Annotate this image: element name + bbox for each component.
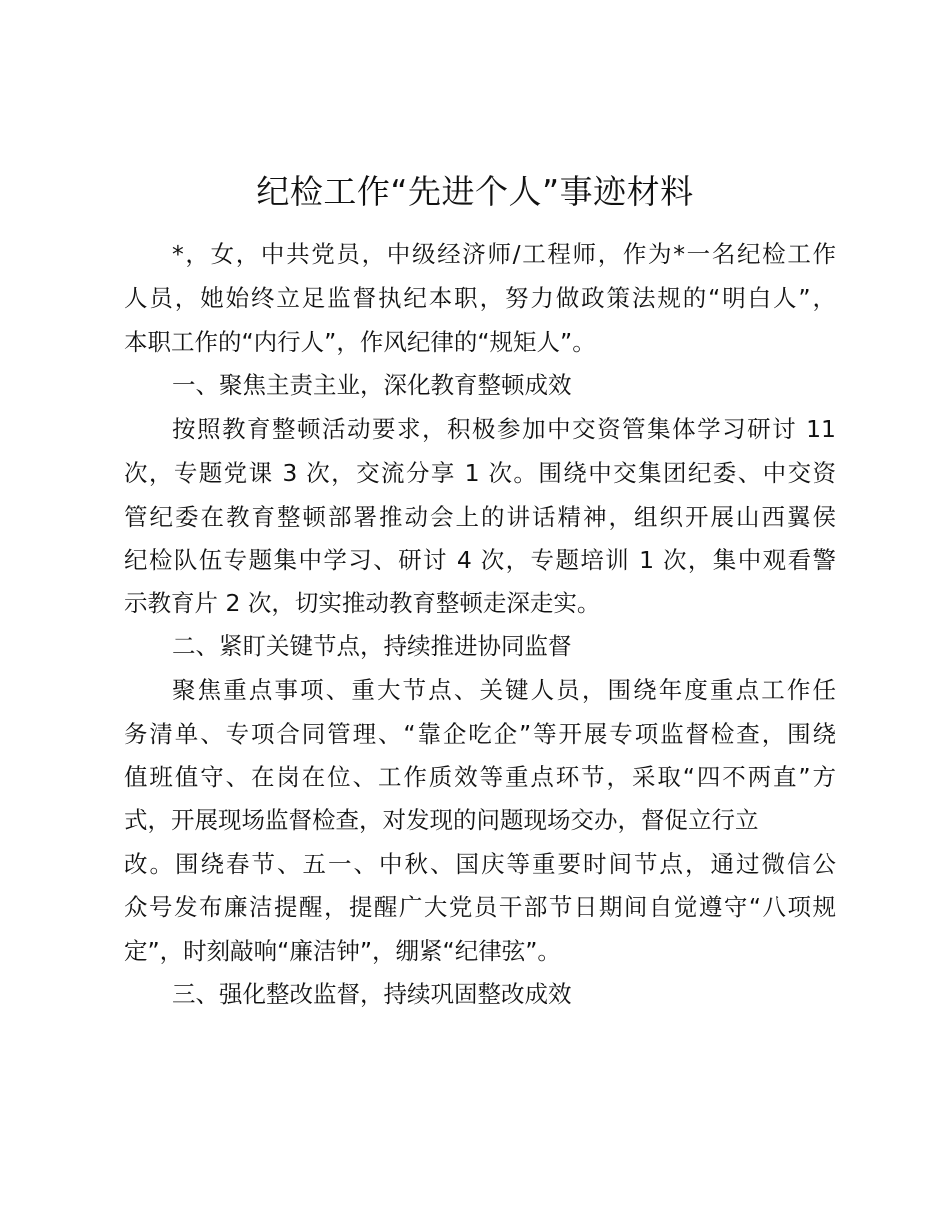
section-1-line-4: 纪检队伍专题集中学习、研讨 4 次，专题培训 1 次，集中观看警: [124, 546, 836, 574]
section-2-line-7: 定”，时刻敲响“廉洁钟”，绷紧“纪律弦”。: [124, 937, 561, 965]
section-1-line-1: 按照教育整顿活动要求，积极参加中交资管集体学习研讨 11: [172, 415, 836, 443]
section-1-line-3: 管纪委在教育整顿部署推动会上的讲话精神，组织开展山西翼侯: [124, 503, 836, 531]
section-1-line-2: 次，专题党课 3 次，交流分享 1 次。围绕中交集团纪委、中交资: [124, 459, 836, 487]
section-2-line-2: 务清单、专项合同管理、“靠企吃企”等开展专项监督检查，围绕: [124, 720, 836, 748]
section-2-line-4: 式，开展现场监督检查，对发现的问题现场交办，督促立行立: [124, 806, 759, 834]
intro-line-2: 人员，她始终立足监督执纪本职，努力做政策法规的“明白人”，: [124, 284, 836, 312]
document-title: 纪检工作“先进个人”事迹材料: [256, 172, 694, 211]
section-2-line-3: 值班值守、在岗在位、工作质效等重点环节，采取“四不两直”方: [124, 763, 836, 791]
section-2-line-6: 众号发布廉洁提醒，提醒广大党员干部节日期间自觉遵守“八项规: [124, 893, 836, 921]
intro-line-1: *，女，中共党员，中级经济师/工程师，作为*一名纪检工作: [172, 240, 836, 268]
section-2-line-1: 聚焦重点事项、重大节点、关键人员，围绕年度重点工作任: [172, 676, 836, 704]
section-3-heading: 三、强化整改监督，持续巩固整改成效: [172, 980, 572, 1008]
section-2-line-5: 改。围绕春节、五一、中秋、国庆等重要时间节点，通过微信公: [124, 850, 836, 878]
section-2-heading: 二、紧盯关键节点，持续推进协同监督: [172, 632, 572, 660]
section-1-line-5: 示教育片 2 次，切实推动教育整顿走深走实。: [124, 589, 601, 617]
section-1-heading: 一、聚焦主责主业，深化教育整顿成效: [172, 371, 572, 399]
intro-line-3: 本职工作的“内行人”，作风纪律的“规矩人”。: [124, 328, 596, 356]
